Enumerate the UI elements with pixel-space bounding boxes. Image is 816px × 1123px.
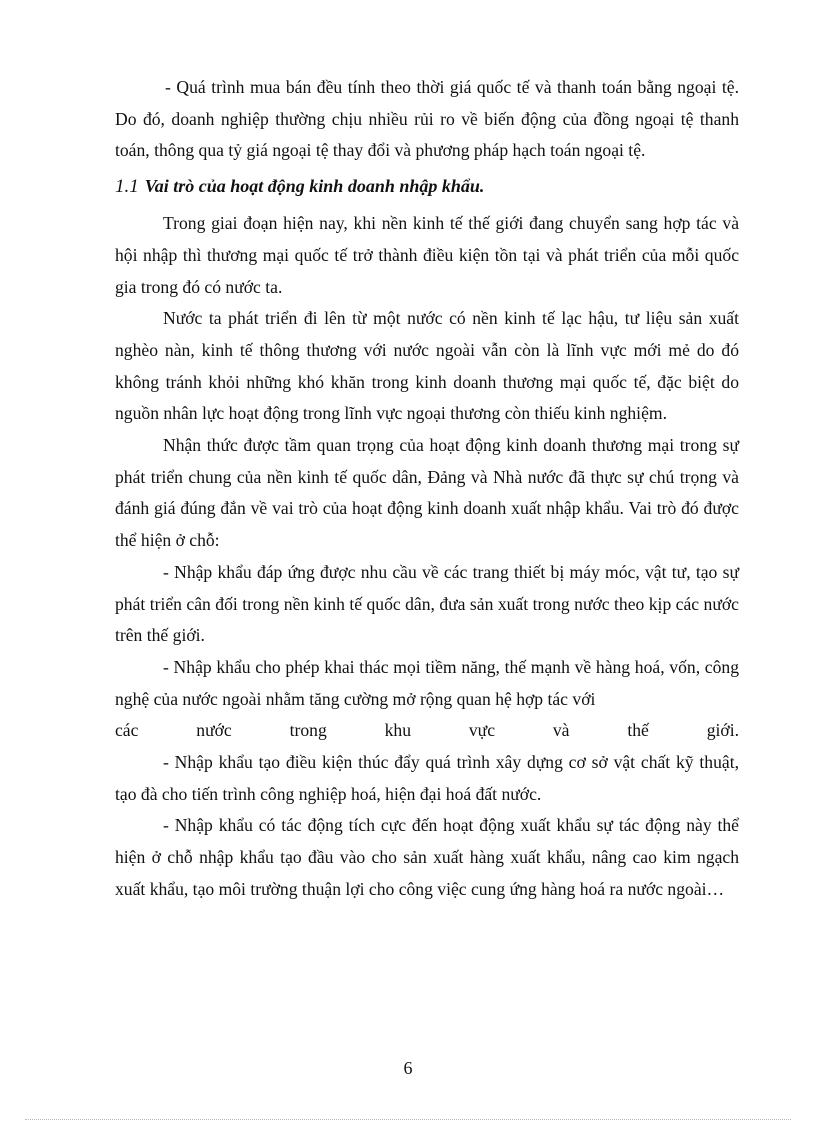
document-body: [115, 72, 739, 906]
section-number: 1.1: [115, 176, 139, 198]
paragraph-role-potential-lead: - Nhập khẩu cho phép khai thác mọi tiềm năng, thế mạnh về hàng hoá, vốn, công nghệ của nước ngoài nhằm tăng cường mở rộng quan hệ hợp tác với: [115, 656, 739, 709]
paragraph-role-potential-last-line: các nước trong khu vực và thế giới.: [115, 720, 739, 741]
paragraph-role-export: - Nhập khẩu có tác động tích cực đến hoạt động xuất khẩu sự tác động này thể hiện ở chỗ nhập khẩu tạo đầu vào cho sản xuất hàng xuất khẩu, nâng cao kim ngạch xuất khẩu, tạo môi trường thuận lợi cho công việc cung ứng hàng hoá ra nước ngoài…: [115, 815, 739, 899]
paragraph-development: Nước ta phát triển đi lên từ một nước có nền kinh tế lạc hậu, tư liệu sản xuất nghèo nàn, kinh tế thông thương với nước ngoài vẫn còn là lĩnh vực mới mẻ do đó không tránh khỏi những khó khăn trong kinh doanh thương mại quốc tế, đặc biệt do nguồn nhân lực hoạt động trong lĩnh vực ngoại thương còn thiếu kinh nghiệm.: [115, 308, 739, 424]
section-title: Vai trò của hoạt động kinh doanh nhập khẩu.: [144, 176, 485, 197]
paragraph-payment-currency: - Quá trình mua bán đều tính theo thời giá quốc tế và thanh toán bằng ngoại tệ. Do đó, doanh nghiệp thường chịu nhiều rủi ro về biến động của đồng ngoại tệ thanh toán, thông qua tỷ giá ngoại tệ thay đổi và phương pháp hạch toán ngoại tệ.: [115, 77, 739, 161]
paragraph-role-potential: [115, 652, 739, 715]
paragraph-role-equipment: - Nhập khẩu đáp ứng được nhu cầu về các trang thiết bị máy móc, vật tư, tạo sự phát triển cân đối trong nền kinh tế quốc dân, đưa sản xuất trong nước theo kịp các nước trên thế giới.: [115, 561, 739, 646]
paragraph-role-infrastructure: - Nhập khẩu tạo điều kiện thúc đẩy quá trình xây dựng cơ sở vật chất kỹ thuật, tạo đà cho tiến trình công nghiệp hoá, hiện đại hoá đất nước.: [115, 752, 739, 804]
page-number: 6: [403, 1058, 413, 1078]
paragraph-awareness: Nhận thức được tầm quan trọng của hoạt động kinh doanh thương mại trong sự phát triển chung của nền kinh tế quốc dân, Đảng và Nhà nước đã thực sự chú trọng và đánh giá đúng đắn về vai trò của hoạt động kinh doanh xuất nhập khẩu. Vai trò đó được thể hiện ở chỗ:: [115, 435, 739, 551]
page-bottom-divider: [25, 1119, 791, 1120]
section-heading: [115, 171, 739, 202]
paragraph-integration: Trong giai đoạn hiện nay, khi nền kinh tế thế giới đang chuyển sang hợp tác và hội nhập thì thương mại quốc tế trở thành điều kiện tồn tại và phát triển của mỗi quốc gia trong đó có nước ta.: [115, 213, 739, 297]
